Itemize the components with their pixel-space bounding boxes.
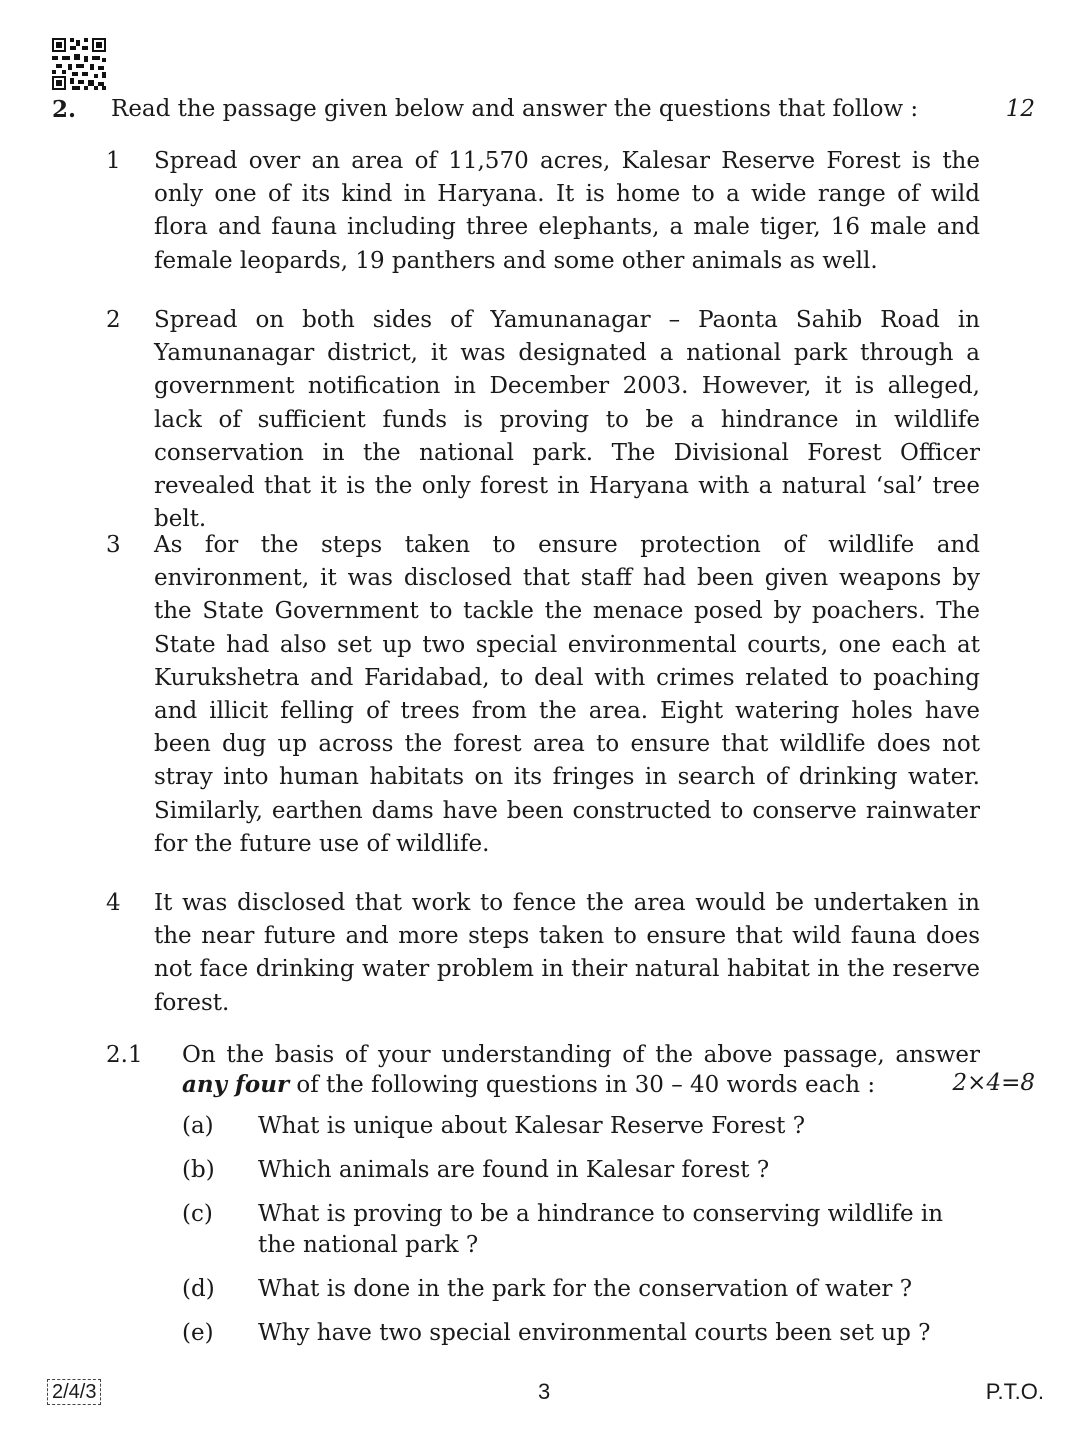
- option-text: Why have two special environmental courts been set up ?: [258, 1320, 931, 1346]
- subquestion-text-after: of the following questions in 30 – 40 words each :: [296, 1072, 876, 1098]
- passage-paragraph-4: [106, 887, 980, 1020]
- subquestion-number: 2.1: [106, 1042, 143, 1068]
- option-label: (d): [182, 1276, 215, 1302]
- paragraph-text: Spread over an area of 11,570 acres, Kalesar Reserve Forest is the only one of its kind in Haryana. It is home to a wide range of wild flora and fauna including three elephants, a male tiger, 16 male and female leopards, 19 panthers and some other animals as well.: [154, 148, 980, 274]
- option-text: What is done in the park for the conservation of water ?: [258, 1276, 913, 1302]
- option-d: [182, 1274, 980, 1305]
- paragraph-number: 1: [106, 148, 121, 174]
- option-label: (b): [182, 1157, 215, 1183]
- subquestion-emphasis: any four: [182, 1071, 290, 1098]
- paragraph-number: 2: [106, 307, 121, 333]
- option-label: (e): [182, 1320, 214, 1346]
- passage-paragraph-2: [106, 304, 980, 536]
- subquestion-text: [182, 1041, 980, 1100]
- paragraph-text: It was disclosed that work to fence the area would be undertaken in the near future and more steps taken to ensure that wild fauna does not face drinking water problem in their natural habitat in the reserve forest.: [154, 890, 980, 1016]
- question-prompt: Read the passage given below and answer the questions that follow :: [111, 96, 919, 122]
- subquestion-marks: 2×4=8: [952, 1070, 1035, 1096]
- paragraph-text: As for the steps taken to ensure protection of wildlife and environment, it was disclosed that staff had been given weapons by the State Government to tackle the menace posed by poachers. The State had also set up two special environmental courts, one each at Kurukshetra and Faridabad, to deal with crimes related to poaching and illicit felling of trees from the area. Eight watering holes have been dug up across the forest area to ensure that wildlife does not stray into human habitats on its fringes in search of drinking water. Similarly, earthen dams have been constructed to conserve rainwater for the future use of wildlife.: [154, 532, 980, 857]
- paper-code: 2/4/3: [47, 1379, 101, 1405]
- option-label: (c): [182, 1201, 213, 1227]
- option-b: [182, 1155, 980, 1186]
- question-number: 2.: [52, 96, 77, 123]
- pto-label: P.T.O.: [985, 1379, 1044, 1404]
- passage-paragraph-3: [106, 529, 980, 861]
- passage-paragraph-1: [106, 145, 980, 278]
- option-text: Which animals are found in Kalesar forest ?: [258, 1157, 770, 1183]
- option-text: What is proving to be a hindrance to conserving wildlife in the national park ?: [258, 1201, 944, 1258]
- paragraph-text: Spread on both sides of Yamunanagar – Paonta Sahib Road in Yamunanagar district, it was designated a national park through a government notification in December 2003. However, it is alleged, lack of sufficient funds is proving to be a hindrance in wildlife conservation in the national park. The Divisional Forest Officer revealed that it is the only forest in Haryana with a natural ‘sal’ tree belt.: [154, 307, 980, 533]
- option-e: [182, 1318, 980, 1349]
- subquestion-text-before: On the basis of your understanding of the above passage, answer: [182, 1042, 980, 1068]
- qr-code-icon: [52, 38, 106, 90]
- option-label: (a): [182, 1113, 214, 1139]
- option-a: [182, 1111, 980, 1142]
- option-c: [182, 1199, 980, 1261]
- paragraph-number: 3: [106, 532, 121, 558]
- question-marks: 12: [1005, 96, 1035, 122]
- paragraph-number: 4: [106, 890, 121, 916]
- page-number: 3: [538, 1379, 551, 1404]
- subquestion: [106, 1041, 980, 1100]
- option-text: What is unique about Kalesar Reserve Forest ?: [258, 1113, 806, 1139]
